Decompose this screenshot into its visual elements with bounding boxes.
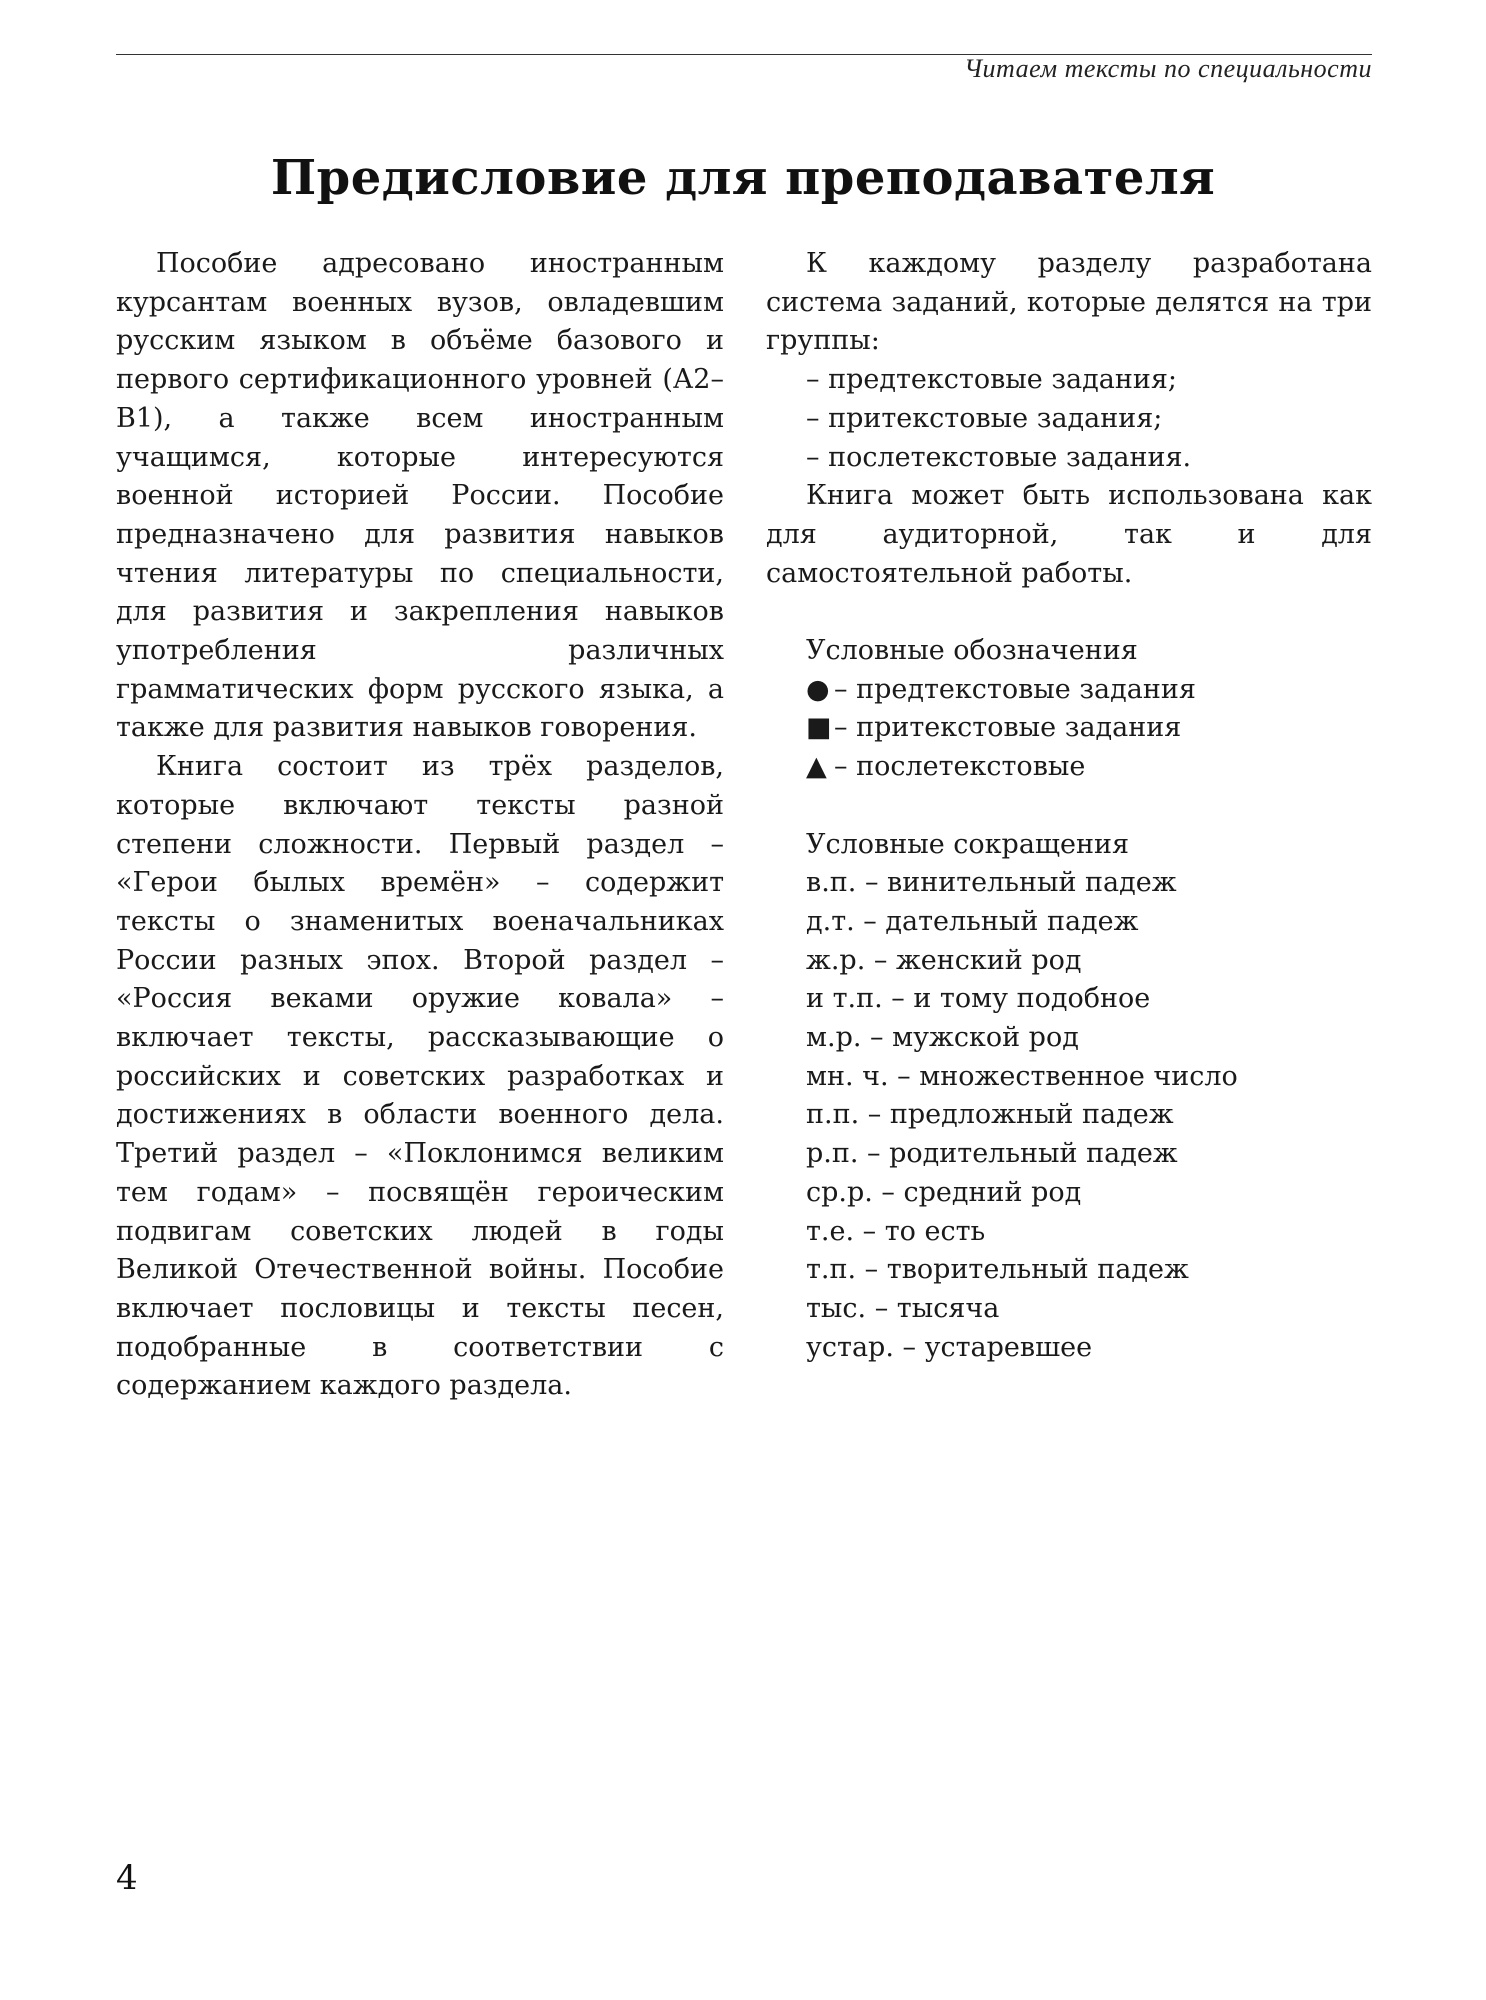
abbreviation-item: тыс. – тысяча xyxy=(806,1292,1000,1324)
right-column xyxy=(766,245,1372,1367)
symbols-heading: Условные обозначения xyxy=(806,635,1138,667)
abbreviation-item: устар. – устаревшее xyxy=(806,1331,1093,1363)
page-title: Предисловие для преподавателя xyxy=(270,150,1216,206)
symbol-legend-item xyxy=(766,709,1372,748)
list-item: – притекстовые задания; xyxy=(806,402,1163,434)
paragraph-audience: Пособие адресовано иностранным курсантам военных вузов, овладевшим русским языком в объёме базового и первого сертификационного уровней (А2–В1), а также всем иностранным учащимся, которые интересуются военной историей России. Пособие предназначено для развития навыков чтения литературы по специальности, для развития и закрепления навыков употребления различных грамматических форм русского языка, а также для развития навыков говорения. xyxy=(116,248,724,744)
list-item: – предтекстовые задания; xyxy=(806,364,1177,396)
abbreviation-item: ср.р. – средний род xyxy=(806,1176,1082,1208)
paragraph-structure: Книга состоит из трёх разделов, которые включают тексты разной степени сложности. Первый раздел – «Герои былых времён» – содержит тексты о знаменитых военачальниках России разных эпох. Второй раздел – «Россия веками оружие ковала» – включает тексты, рассказывающие о российских и советских разработках и достижениях в области военного дела. Третий раздел – «Поклонимся великим тем годам» – посвящён героическим подвигам советских людей в годы Великой Отечественной войны. Пособие включает пословицы и тексты песен, подобранные в соответствии с содержанием каждого раздела. xyxy=(116,751,724,1402)
abbreviation-item: мн. ч. – множественное число xyxy=(806,1060,1238,1092)
abbreviation-item: р.п. – родительный падеж xyxy=(806,1138,1178,1170)
abbreviation-item: п.п. – предложный падеж xyxy=(806,1099,1174,1131)
symbol-legend-item xyxy=(766,671,1372,710)
abbreviations-heading: Условные сокращения xyxy=(806,828,1130,860)
symbol-legend-item xyxy=(766,748,1372,787)
abbreviation-item: д.т. – дательный падеж xyxy=(806,905,1139,937)
running-head: Читаем тексты по специальности xyxy=(964,54,1372,83)
triangle-icon: ▲ xyxy=(806,751,827,783)
symbol-legend-text: – послетекстовые xyxy=(834,751,1086,783)
abbreviation-item: и т.п. – и тому подобное xyxy=(806,983,1151,1015)
symbol-legend-text: – предтекстовые задания xyxy=(834,673,1196,705)
header-rule xyxy=(116,0,1372,55)
paragraph-tasks-intro: К каждому разделу разработана система заданий, которые делятся на три группы: xyxy=(766,248,1372,357)
page-number: 4 xyxy=(116,1858,138,1898)
square-icon: ■ xyxy=(806,712,832,744)
list-item: – послетекстовые задания. xyxy=(806,441,1192,473)
abbreviation-item: в.п. – винительный падеж xyxy=(806,867,1177,899)
abbreviation-item: ж.р. – женский род xyxy=(806,944,1082,976)
abbreviation-item: т.п. – творительный падеж xyxy=(806,1254,1189,1286)
circle-icon: ● xyxy=(806,673,830,705)
paragraph-usage: Книга может быть использована как для аудиторной, так и для самостоятельной работы. xyxy=(766,480,1372,589)
symbol-legend-text: – притекстовые задания xyxy=(834,712,1182,744)
abbreviation-item: м.р. – мужской род xyxy=(806,1022,1079,1054)
left-column xyxy=(116,245,724,1406)
abbreviation-item: т.е. – то есть xyxy=(806,1215,986,1247)
